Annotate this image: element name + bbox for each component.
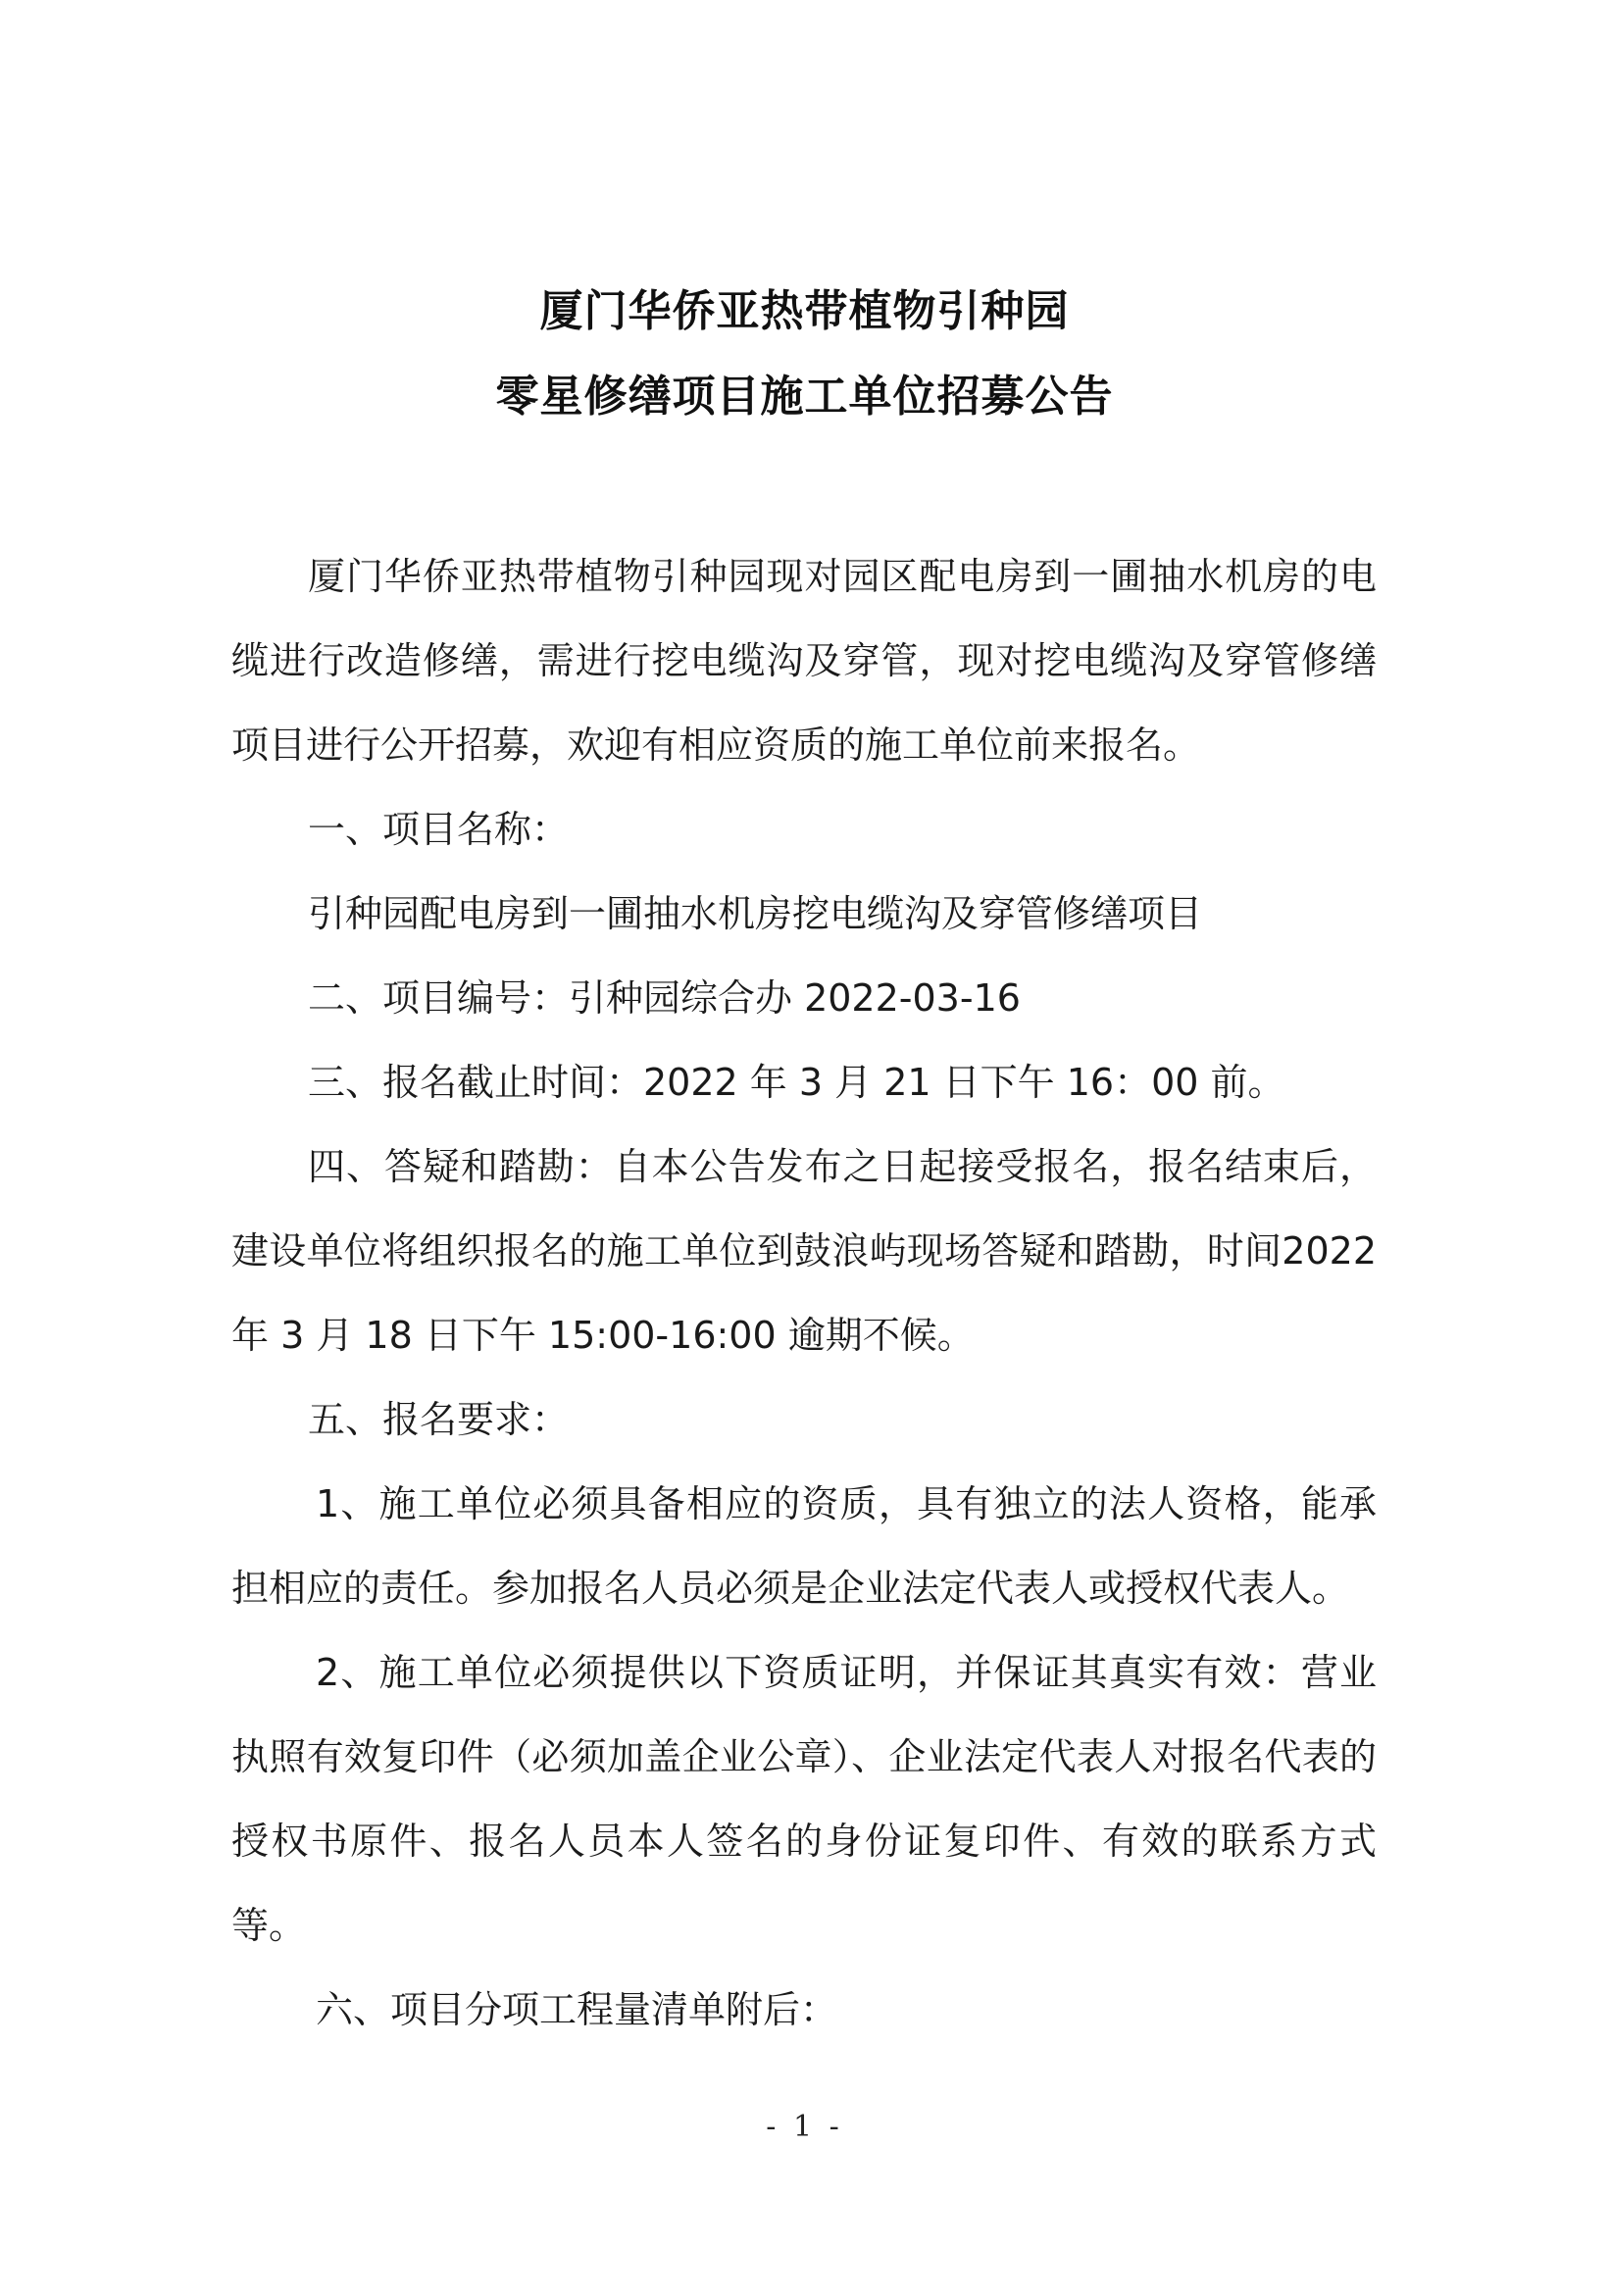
- project-name-text: 引种园配电房到一圃抽水机房挖电缆沟及穿管修缮项目: [308, 892, 1203, 935]
- section-2-project-number: 二、项目编号：引种园综合办 2022-03-16: [308, 976, 1021, 1020]
- document-title-line2: 零星修缮项目施工单位招募公告: [495, 372, 1114, 422]
- requirement-1: 1、施工单位必须具备相应的资质，具有独立的法人资格，能承担相应的责任。参加报名人员必须是企业法定代表人或授权代表人。: [231, 1482, 1377, 1610]
- document-title-line1: 厦门华侨亚热带植物引种园: [539, 286, 1070, 336]
- intro-paragraph: 厦门华侨亚热带植物引种园现对园区配电房到一圃抽水机房的电缆进行改造修缮，需进行挖电缆沟及穿管，现对挖电缆沟及穿管修缮项目进行公开招募，欢迎有相应资质的施工单位前来报名。: [231, 555, 1377, 767]
- section-5-heading: 五、报名要求：: [308, 1398, 570, 1441]
- section-1-heading: 一、项目名称：: [308, 808, 570, 851]
- section-3-deadline: 三、报名截止时间：2022 年 3 月 21 日下午 16：00 前。: [308, 1061, 1285, 1104]
- section-6-heading: 六、项目分项工程量清单附后：: [316, 1988, 838, 2031]
- section-4-site-visit: 四、答疑和踏勘：自本公告发布之日起接受报名，报名结束后，建设单位将组织报名的施工单位到鼓浪屿现场答疑和踏勘，时间2022 年 3 月 18 日下午 15:00-16:00 逾期不候。: [231, 1145, 1377, 1357]
- document-body: [231, 534, 1377, 2052]
- requirement-2: 2、施工单位必须提供以下资质证明，并保证其真实有效：营业执照有效复印件（必须加盖企业公章）、企业法定代表人对报名代表的授权书原件、报名人员本人签名的身份证复印件、有效的联系方式等。: [231, 1651, 1377, 1947]
- page-number: - 1 -: [766, 2110, 843, 2144]
